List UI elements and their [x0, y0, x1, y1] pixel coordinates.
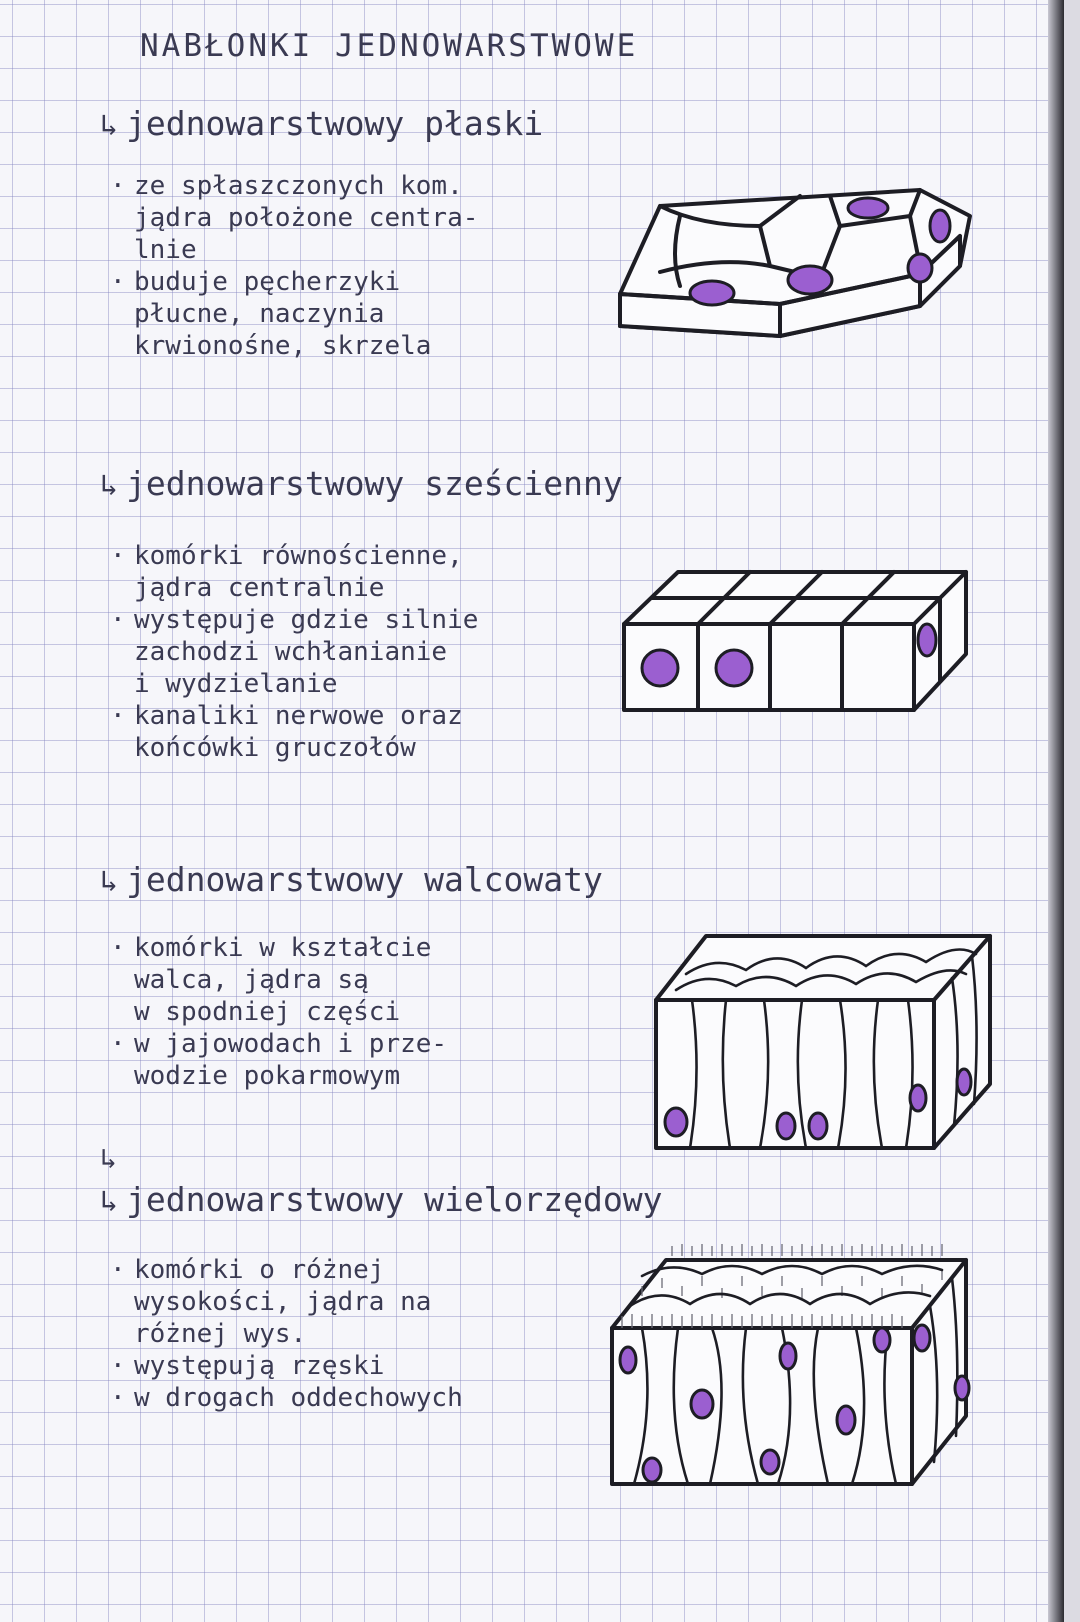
nucleus	[665, 1108, 687, 1136]
nucleus	[716, 650, 752, 686]
list-item: · w jajowodach i prze- wodzie pokarmowym	[110, 1029, 448, 1091]
nucleus	[957, 1069, 971, 1095]
nucleus	[777, 1113, 795, 1139]
section-heading-cuboidal	[100, 464, 623, 503]
section-heading-squamous	[100, 104, 543, 143]
list-item: · występują rzęski	[110, 1351, 385, 1381]
heading-text: jednowarstwowy płaski	[126, 104, 544, 143]
nucleus	[837, 1406, 855, 1434]
bullet-list-pseudostratified	[108, 1254, 463, 1414]
nucleus	[910, 1085, 926, 1111]
bullet-list-columnar	[108, 932, 447, 1092]
nucleus	[788, 266, 832, 294]
nucleus	[874, 1328, 890, 1352]
bullet-list-cuboidal	[108, 540, 478, 764]
nucleus	[930, 210, 950, 242]
nucleus	[780, 1343, 796, 1369]
nucleus	[914, 1325, 930, 1351]
list-item: · występuje gdzie silnie zachodzi wchłanianie i wydzielanie	[110, 605, 479, 699]
list-item: · buduje pęcherzyki płucne, naczynia krwionośne, skrzela	[110, 267, 432, 361]
columnar-epithelium-illustration	[656, 934, 996, 1154]
heading-text: jednowarstwowy walcowaty	[126, 860, 603, 899]
arrow-icon: ↳	[100, 1142, 117, 1175]
arrow-icon: ↳	[100, 108, 119, 143]
cuboidal-epithelium-illustration	[624, 568, 990, 724]
list-item: · w drogach oddechowych	[110, 1383, 463, 1413]
nucleus	[908, 254, 932, 282]
page-title: NABŁONKI JEDNOWARSTWOWE	[140, 28, 639, 64]
arrow-icon: ↳	[100, 864, 119, 899]
bullet-list-squamous	[108, 170, 478, 362]
nucleus	[642, 650, 678, 686]
nucleus	[620, 1347, 636, 1373]
nucleus	[955, 1376, 969, 1400]
list-item: · komórki w kształcie walca, jądra są w spodniej części	[110, 933, 432, 1027]
arrow-icon: ↳	[100, 468, 119, 503]
nucleus	[643, 1458, 661, 1482]
nucleus	[918, 624, 936, 656]
nucleus	[691, 1390, 713, 1418]
list-item: · komórki równościenne, jądra centralnie	[110, 541, 463, 603]
arrow-icon: ↳	[100, 1184, 119, 1219]
nucleus	[848, 198, 888, 218]
heading-text: jednowarstwowy wielorzędowy	[126, 1180, 663, 1219]
nucleus	[809, 1113, 827, 1139]
section-heading-pseudostratified	[100, 1180, 663, 1219]
pseudostratified-epithelium-illustration	[612, 1256, 978, 1492]
squamous-epithelium-illustration	[620, 186, 1000, 366]
nucleus	[690, 281, 734, 305]
list-item: · kanaliki nerwowe oraz końcówki gruczołów	[110, 701, 463, 763]
heading-text: jednowarstwowy sześcienny	[126, 464, 623, 503]
list-item: · komórki o różnej wysokości, jądra na różnej wys.	[110, 1255, 432, 1349]
nucleus	[761, 1450, 779, 1474]
list-item: · ze spłaszczonych kom. jądra położone centra- lnie	[110, 171, 479, 265]
section-heading-columnar	[100, 860, 603, 899]
page-edge-shadow	[1048, 0, 1064, 1622]
